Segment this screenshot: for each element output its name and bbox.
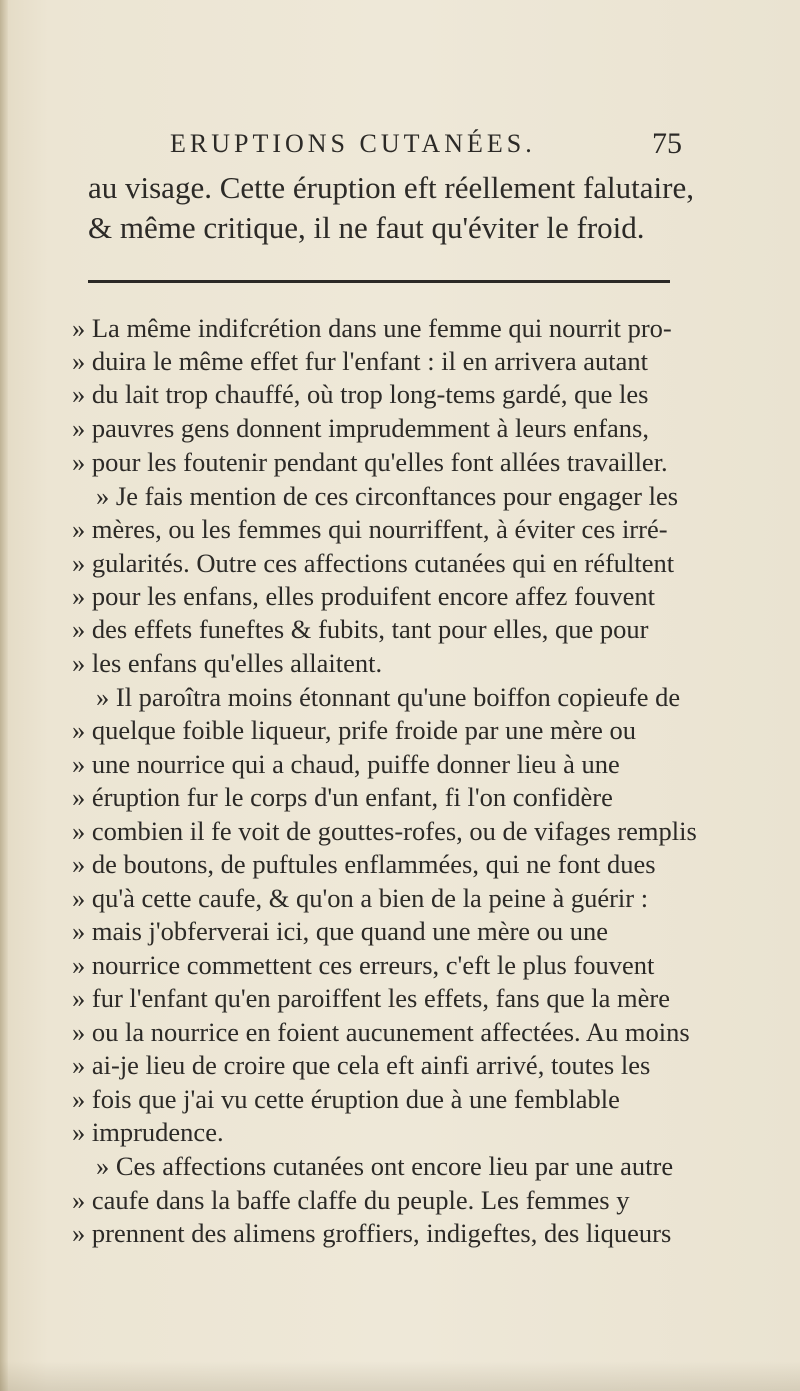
text-line: » une nourrice qui a chaud, puiffe donner lieu à une xyxy=(72,749,620,779)
text-line: » pour les foutenir pendant qu'elles font allées travailler. xyxy=(72,447,668,477)
text-line: » imprudence. xyxy=(72,1117,224,1147)
text-line: » de boutons, de puftules enflammées, qui ne font dues xyxy=(72,849,656,879)
text-line: » Il paroîtra moins étonnant qu'une boiffon copieufe de xyxy=(96,682,681,712)
text-line: » qu'à cette caufe, & qu'on a bien de la peine à guérir : xyxy=(72,883,649,913)
text-line: » caufe dans la baffe claffe du peuple. Les femmes y xyxy=(72,1185,630,1215)
text-line: » des effets funeftes & fubits, tant pour elles, que pour xyxy=(72,614,649,644)
page-bottom-shadow xyxy=(0,1361,800,1391)
text-line: au visage. Cette éruption eft réellement falutaire, xyxy=(88,170,694,205)
text-line: » Je fais mention de ces circonftances pour engager les xyxy=(96,481,679,511)
text-line: » Ces affections cutanées ont encore lieu par une autre xyxy=(96,1151,674,1181)
chapter-title: ERUPTIONS CUTANÉES. xyxy=(170,129,536,158)
text-line: » fois que j'ai vu cette éruption due à une femblable xyxy=(72,1084,620,1114)
text-line: » pauvres gens donnent imprudemment à leurs enfans, xyxy=(72,413,649,443)
page-number: 75 xyxy=(652,127,682,160)
text-line: » les enfans qu'elles allaitent. xyxy=(72,648,383,678)
text-line: » nourrice commettent ces erreurs, c'eft le plus fouvent xyxy=(72,950,655,980)
text-line: » ai-je lieu de croire que cela eft ainfi arrivé, toutes les xyxy=(72,1050,651,1080)
text-line: » combien il fe voit de gouttes-rofes, ou de vifages remplis xyxy=(72,816,697,846)
section-divider-rule xyxy=(88,280,670,283)
text-line: » mais j'obferverai ici, que quand une mère ou une xyxy=(72,916,609,946)
running-header xyxy=(170,128,690,160)
text-line: » fur l'enfant qu'en paroiffent les effets, fans que la mère xyxy=(72,983,670,1013)
text-line: » prennent des alimens groffiers, indigeftes, des liqueurs xyxy=(72,1218,672,1248)
text-line: » gularités. Outre ces affections cutanées qui en réfultent xyxy=(72,548,675,578)
text-line: » éruption fur le corps d'un enfant, fi l'on confidère xyxy=(72,782,613,812)
text-line: & même critique, il ne faut qu'éviter le froid. xyxy=(88,210,645,245)
text-line: » du lait trop chauffé, où trop long-tems gardé, que les xyxy=(72,379,649,409)
text-line: » La même indifcrétion dans une femme qui nourrit pro- xyxy=(72,313,672,343)
text-line: » duira le même effet fur l'enfant : il en arrivera autant xyxy=(72,346,648,376)
text-line: » pour les enfans, elles produifent encore affez fouvent xyxy=(72,581,656,611)
text-line: » mères, ou les femmes qui nourriffent, à éviter ces irré- xyxy=(72,514,668,544)
text-line: » quelque foible liqueur, prife froide par une mère ou xyxy=(72,715,637,745)
page-binding-edge xyxy=(0,0,8,1391)
text-line: » ou la nourrice en foient aucunement affectées. Au moins xyxy=(72,1017,690,1047)
